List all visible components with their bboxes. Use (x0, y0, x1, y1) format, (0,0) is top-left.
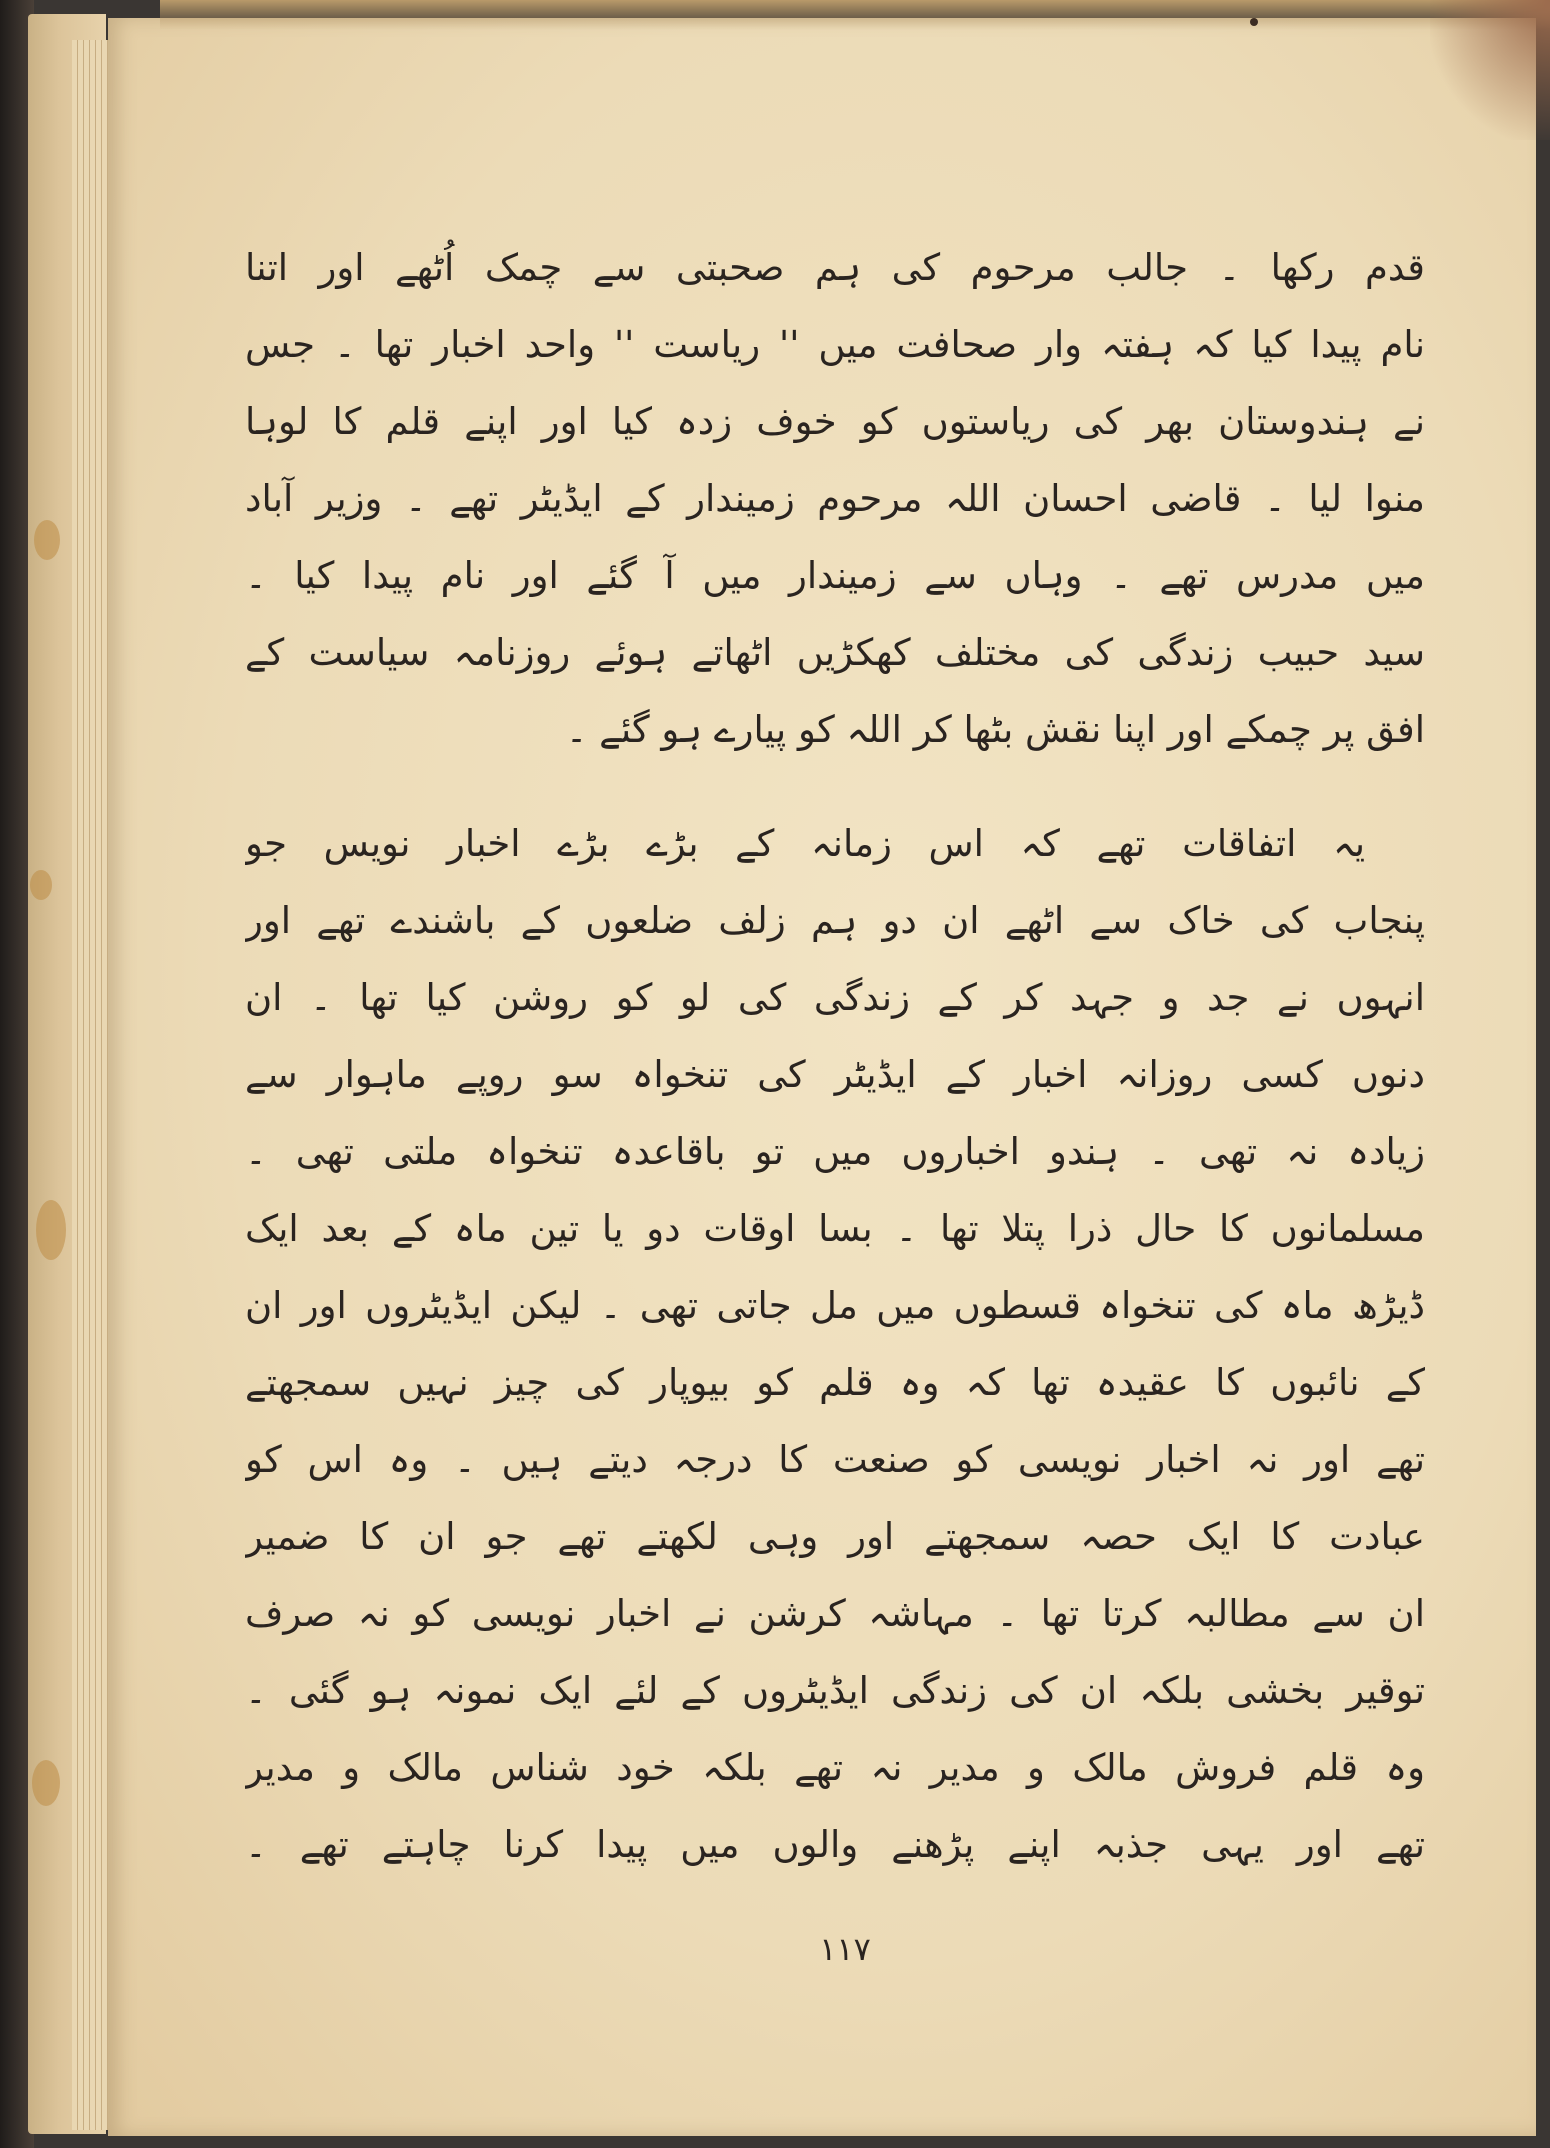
text-line: نام پیدا کیا کہ ہفتہ وار صحافت میں '' ریاست '' واحد اخبار تھا ۔ جس (245, 323, 1425, 366)
text-line: سید حبیب زندگی کی مختلف کھکڑیں اٹھاتے ہوئے روزنامہ سیاست کے (245, 631, 1425, 674)
foxing-spot (34, 520, 60, 560)
ink-dot (1250, 18, 1258, 26)
text-line: یہ اتفاقات تھے کہ اس زمانہ کے بڑے بڑے اخبار نویس جو (245, 822, 1365, 865)
text-line: عبادت کا ایک حصہ سمجھتے اور وہی لکھتے تھے جو ان کا ضمیر (245, 1515, 1425, 1558)
text-line: کے نائبوں کا عقیدہ تھا کہ وہ قلم کو بیوپار کی چیز نہیں سمجھتے (245, 1361, 1425, 1404)
text-line: نے ہندوستان بھر کی ریاستوں کو خوف زدہ کیا اور اپنے قلم کا لوہا (245, 400, 1425, 443)
text-line: زیادہ نہ تھی ۔ ہندو اخباروں میں تو باقاعدہ تنخواہ ملتی تھی ۔ (245, 1130, 1425, 1173)
text-line: تھے اور یہی جذبہ اپنے پڑھنے والوں میں پیدا کرنا چاہتے تھے ۔ (245, 1823, 1425, 1866)
text-line: ڈیڑھ ماہ کی تنخواہ قسطوں میں مل جاتی تھی ۔ لیکن ایڈیٹروں اور ان (245, 1284, 1425, 1327)
foxing-spot (36, 1200, 66, 1260)
page-number: ۱۱۷ (819, 1930, 871, 1968)
text-line: ان سے مطالبہ کرتا تھا ۔ مہاشہ کرشن نے اخبار نویسی کو نہ صرف (245, 1592, 1425, 1635)
text-line: تھے اور نہ اخبار نویسی کو صنعت کا درجہ دیتے ہیں ۔ وہ اس کو (245, 1438, 1425, 1481)
corner-stain (1430, 0, 1550, 140)
text-line: پنجاب کی خاک سے اٹھے ان دو ہم زلف ضلعوں کے باشندے تھے اور (245, 899, 1425, 942)
text-line: انہوں نے جد و جہد کر کے زندگی کی لو کو روشن کیا تھا ۔ ان (245, 976, 1425, 1019)
text-line: توقیر بخشی بلکہ ان کی زندگی ایڈیٹروں کے لئے ایک نمونہ ہو گئی ۔ (245, 1669, 1425, 1712)
top-edge-stain (160, 0, 1550, 30)
text-line: وہ قلم فروش مالک و مدیر نہ تھے بلکہ خود شناس مالک و مدیر (245, 1746, 1425, 1789)
page-stack-lines (72, 40, 112, 2130)
text-line: میں مدرس تھے ۔ وہاں سے زمیندار میں آ گئے اور نام پیدا کیا ۔ (245, 554, 1425, 597)
text-line: مسلمانوں کا حال ذرا پتلا تھا ۔ بسا اوقات دو یا تین ماہ کے بعد ایک (245, 1207, 1425, 1250)
text-line: قدم رکھا ۔ جالب مرحوم کی ہم صحبتی سے چمک اُٹھے اور اتنا (245, 246, 1425, 289)
foxing-spot (30, 870, 52, 900)
foxing-spot (32, 1760, 60, 1806)
text-line: افق پر چمکے اور اپنا نقش بٹھا کر اللہ کو پیارے ہو گئے ۔ (565, 708, 1425, 751)
text-line: منوا لیا ۔ قاضی احسان اللہ مرحوم زمیندار کے ایڈیٹر تھے ۔ وزیر آباد (245, 477, 1425, 520)
text-line: دنوں کسی روزانہ اخبار کے ایڈیٹر کی تنخواہ سو روپے ماہوار سے (245, 1053, 1425, 1096)
